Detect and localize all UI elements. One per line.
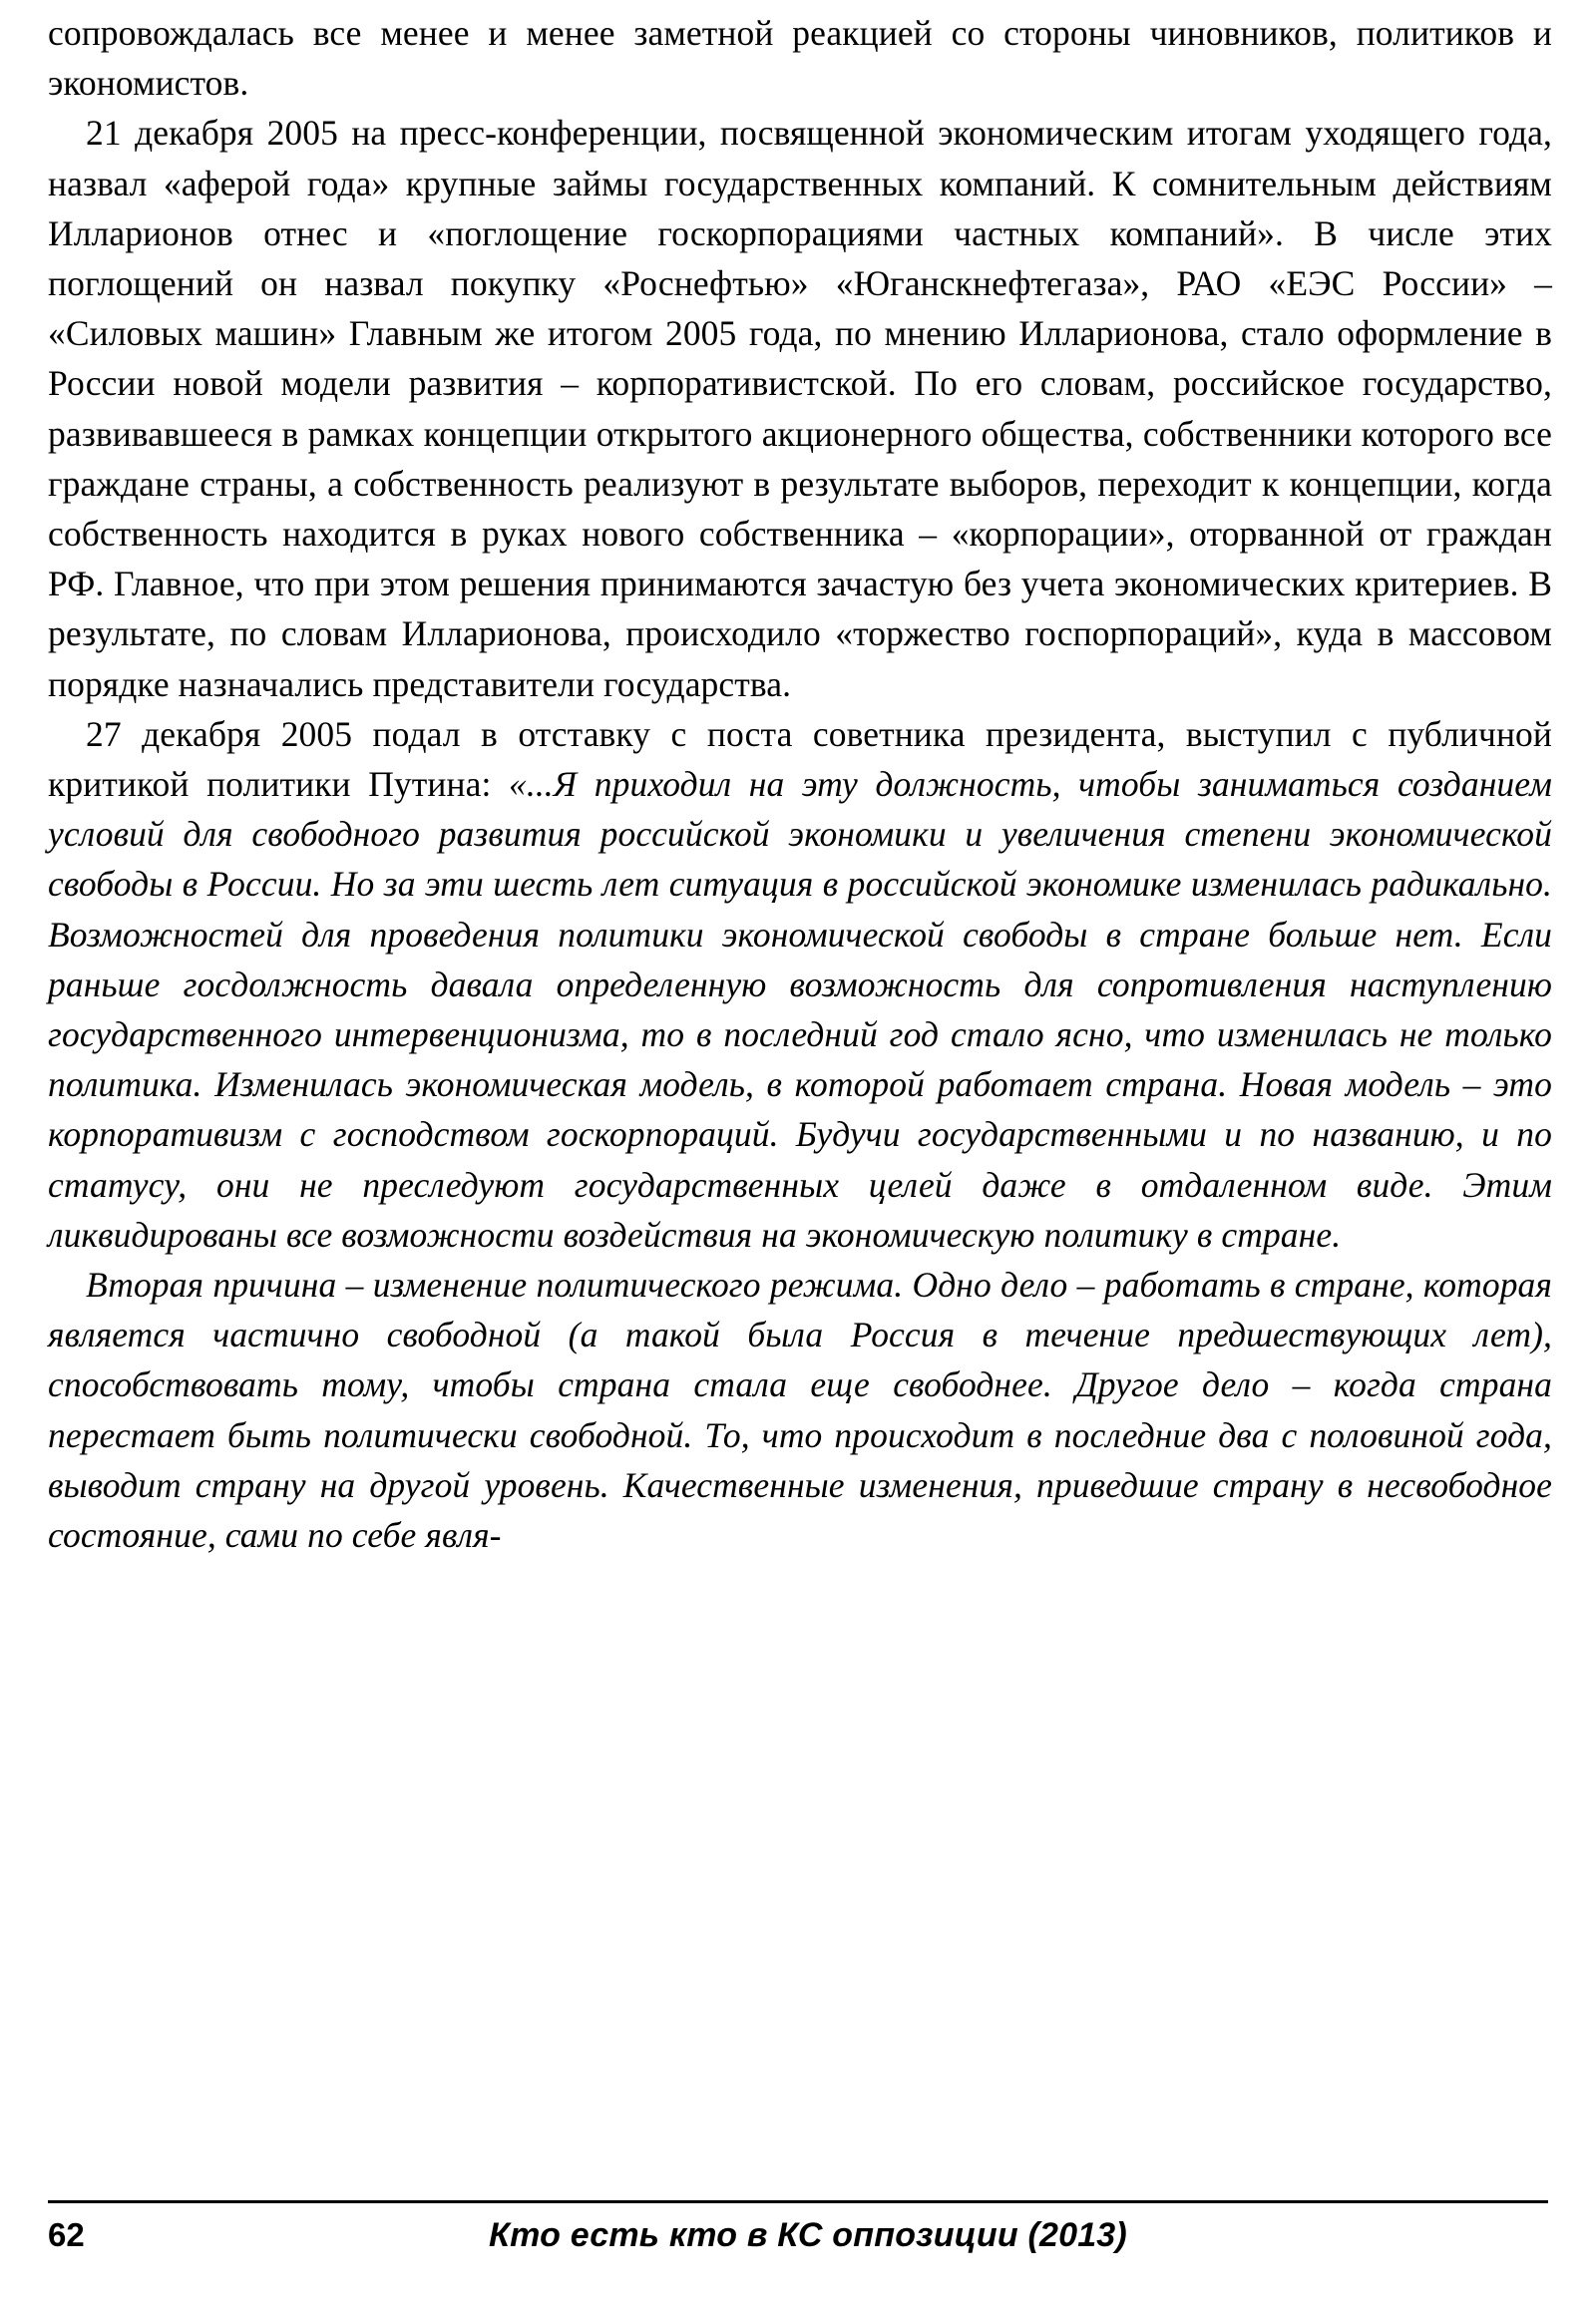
page-footer [48,2200,1548,2272]
paragraph-december-27 [48,709,1552,1260]
footer-row [48,2216,1548,2255]
footer-title: Кто есть кто в КС оппозиции (2013) [489,2216,1127,2254]
paragraph-second-reason: Вторая причина – изменение политического режима. Одно дело – работать в стране, которая является частично свободной (а такой была Россия в течение предшествующих лет), способствовать тому, чтобы страна стала еще свободнее. Другое дело – когда страна перестает быть политически свободной. То, что происходит в последние два с половиной года, выводит страну на другой уровень. Качественные изменения, приведшие страну в несвободное состояние, сами по себе явля- [48,1265,1552,1556]
footer-divider [48,2200,1548,2203]
page-number: 62 [48,2216,85,2253]
paragraph-lead-text: 27 декабря 2005 подал в отставку с поста советника президента, выступил с публичной критикой политики Путина: [48,713,1552,805]
paragraph-continuation: сопровождалась все менее и менее заметной реакцией со стороны чиновников, политиков и экономистов. [48,13,1552,104]
paragraph-december-21: 21 декабря 2005 на пресс-конференции, посвященной экономическим итогам уходящего года, назвал «аферой года» крупные займы государственных компаний. К сомнительным действиям Илларионов отнес и «поглощение госкорпорациями частных компаний». В числе этих поглощений он назвал покупку «Роснефтью» «Юганскнефтегаза», РАО «ЕЭС России» – «Силовых машин» Главным же итогом 2005 года, по мнению Илларионова, стало оформление в России новой модели развития – корпоративистской. По его словам, российское государство, развивавшееся в рамках концепции открытого акционерного общества, собственники которого все граждане страны, а собственность реализуют в результате выборов, переходит к концепции, когда собственность находится в руках нового собственника – «корпорации», оторванной от граждан РФ. Главное, что при этом решения принимаются зачастую без учета экономических критериев. В результате, по словам Илларионова, происходило «торжество госпорпораций», куда в массовом порядке назначались представители государства. [48,113,1552,704]
paragraph-quote-text: «...Я приходил на эту должность, чтобы заниматься созданием условий для свободного развития российской экономики и увеличения степени экономической свободы в России. Но за эти шесть лет ситуация в российской экономике изменилась радикально. Возможностей для проведения политики экономической свободы в стране больше нет. Если раньше госдолжность давала определенную возможность для сопротивления наступлению государственного интервенционизма, то в последний год стало ясно, что изменилась не только политика. Изменилась экономическая модель, в которой работает страна. Новая модель – это корпоративизм с господством госкорпораций. Будучи государственными и по названию, и по статусу, они не преследуют государственных целей даже в отдаленном виде. Этим ликвидированы все возможности воздействия на экономическую политику в стране. [48,764,1552,1255]
page-content [48,8,1552,1560]
